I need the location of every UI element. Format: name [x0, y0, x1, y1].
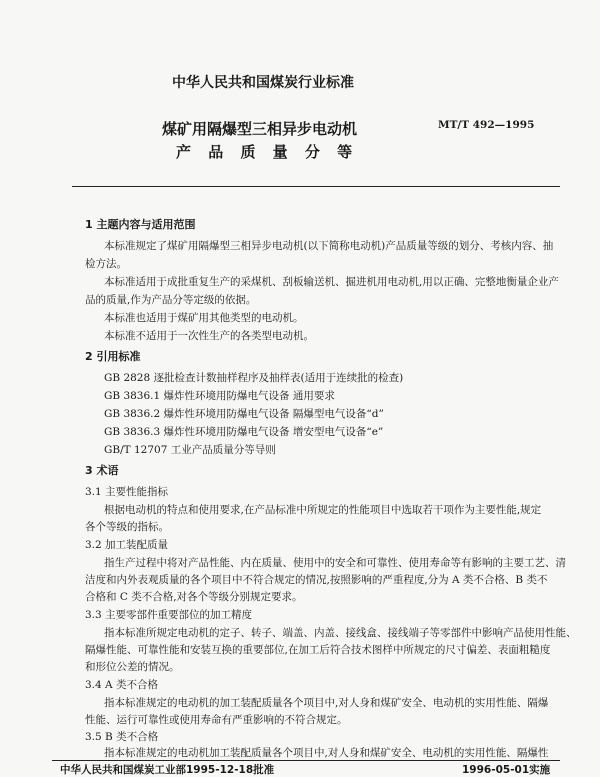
reference-item: GB 3836.3 爆炸性环境用防爆电气设备 增安型电气设备“e”	[104, 426, 384, 438]
subsection-3-4-line: 性能、运行可靠性或使用寿命有严重影响的不符合规定。	[85, 714, 348, 726]
section-1-line: 本标准也适用于煤矿用其他类型的电动机。	[104, 312, 304, 324]
subsection-3-4-title: 3.4 A 类不合格	[85, 679, 158, 691]
section-1-line: 检方法。	[85, 258, 127, 270]
section-1-line: 本标准不适用于一次性生产的各类型电动机。	[104, 330, 314, 342]
reference-item: GB 3836.1 爆炸性环境用防爆电气设备 通用要求	[104, 390, 335, 402]
subsection-3-3-title: 3.3 主要零部件重要部位的加工精度	[85, 609, 253, 621]
document-subtitle: 产 品 质 量 分 等	[176, 143, 359, 161]
reference-item: GB/T 12707 工业产品质量分等导则	[104, 444, 276, 456]
effective-date: 1996-05-01实施	[462, 764, 551, 776]
subsection-3-2-line: 洁度和内外表观质量的各个项目中不符合规定的情况,按照影响的严重程度,分为 A 类不合格、B 类不	[85, 574, 548, 586]
subsection-3-5-title: 3.5 B 类不合格	[85, 731, 159, 743]
document-title: 煤矿用隔爆型三相异步电动机	[162, 120, 358, 138]
org-standard-title: 中华人民共和国煤炭行业标准	[172, 75, 354, 91]
section-1-line: 本标准适用于成批重复生产的采煤机、刮板输送机、掘进机用电动机,用以正确、完整地衡量企业产	[104, 276, 559, 288]
reference-item: GB 2828 逐批检查计数抽样程序及抽样表(适用于连续批的检查)	[104, 372, 404, 384]
section-1-line: 本标准规定了煤矿用隔爆型三相异步电动机(以下简称电动机)产品质量等级的划分、考核内容、抽	[104, 240, 554, 252]
footer-rule	[52, 760, 560, 761]
subsection-3-3-line: 和形位公差的情况。	[85, 661, 180, 673]
standard-number: MT/T 492—1995	[438, 119, 535, 131]
section-2-heading: 2 引用标准	[85, 350, 141, 363]
approval-line: 中华人民共和国煤炭工业部1995-12-18批准	[60, 764, 275, 776]
subsection-3-2-line: 合格和 C 类不合格,对各个等级分别规定要求。	[85, 591, 303, 603]
subsection-3-3-line: 指本标准所规定电动机的定子、转子、端盖、内盖、接线盒、接线端子等零部件中影响产品使用性能、	[104, 627, 577, 639]
subsection-3-1-title: 3.1 主要性能指标	[85, 486, 169, 498]
subsection-3-3-line: 隔爆性能、可靠性能和安装互换的重要部位,在加工后符合技术图样中所规定的尺寸偏差、表面粗糙度	[85, 644, 551, 656]
section-1-heading: 1 主题内容与适用范围	[85, 218, 196, 231]
header-rule	[72, 186, 560, 187]
subsection-3-2-line: 指生产过程中将对产品性能、内在质量、使用中的安全和可靠性、使用寿命等有影响的主要工艺、清	[104, 557, 566, 569]
section-3-heading: 3 术语	[85, 464, 119, 477]
section-1-line: 品的质量,作为产品分等定级的依据。	[85, 294, 257, 306]
subsection-3-2-title: 3.2 加工装配质量	[85, 539, 169, 551]
subsection-3-5-line: 指本标准规定的电动机加工装配质量各个项目中,对人身和煤矿安全、电动机的实用性能、隔爆性	[104, 747, 549, 759]
reference-item: GB 3836.2 爆炸性环境用防爆电气设备 隔爆型电气设备“d”	[104, 408, 384, 420]
subsection-3-1-line: 各个等级的指标。	[85, 521, 169, 533]
subsection-3-1-line: 根据电动机的特点和使用要求,在产品标准中所规定的性能项目中选取若干项作为主要性能,规定	[104, 504, 542, 516]
subsection-3-4-line: 指本标准规定的电动机的加工装配质量各个项目中,对人身和煤矿安全、电动机的实用性能、隔爆	[104, 697, 549, 709]
